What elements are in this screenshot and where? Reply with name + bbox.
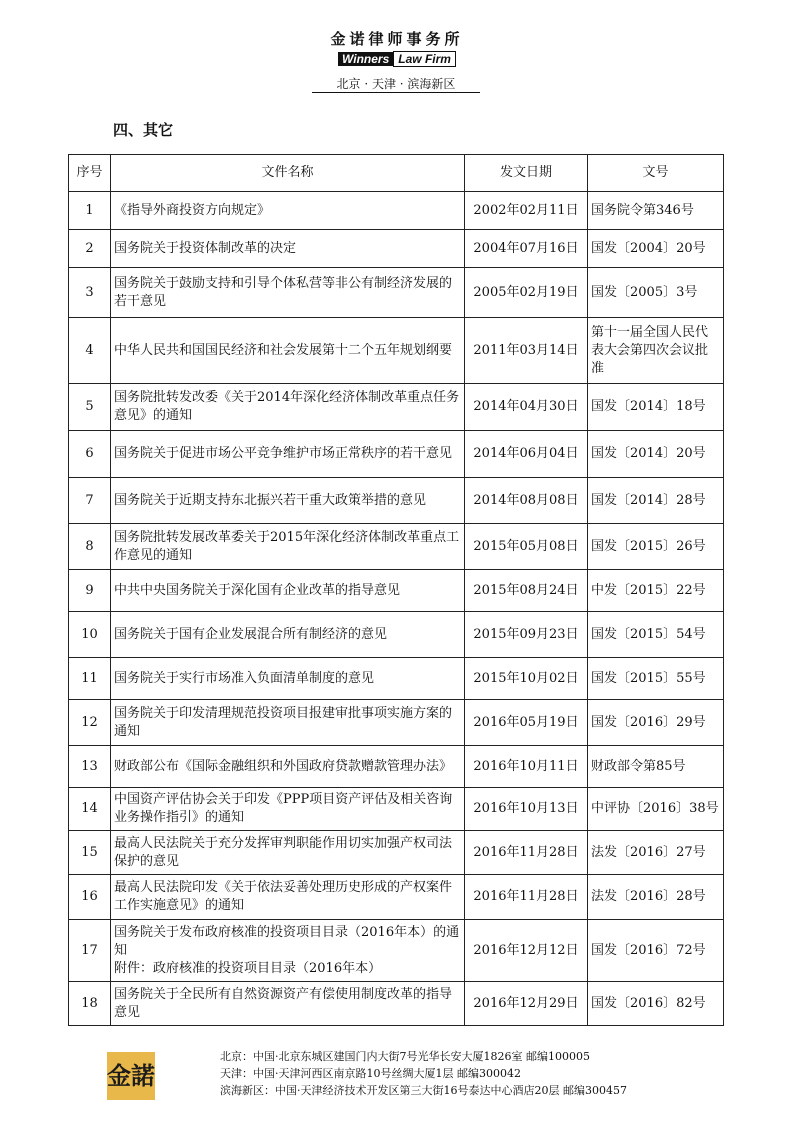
table-row [69, 384, 724, 431]
document-number: 财政部令第85号 [588, 746, 724, 788]
row-number: 3 [69, 268, 111, 318]
document-title: 国务院关于鼓励支持和引导个体私营等非公有制经济发展的若干意见 [111, 268, 465, 318]
row-number: 17 [69, 920, 111, 982]
table-row [69, 192, 724, 230]
issue-date: 2016年12月12日 [465, 920, 588, 982]
column-header-date: 发文日期 [465, 155, 588, 192]
row-number: 12 [69, 700, 111, 746]
document-title: 最高人民法院关于充分发挥审判职能作用切实加强产权司法保护的意见 [111, 831, 465, 875]
document-number: 国发〔2016〕72号 [588, 920, 724, 982]
document-number: 中发〔2015〕22号 [588, 570, 724, 612]
row-number: 5 [69, 384, 111, 431]
row-number: 10 [69, 612, 111, 658]
office-locations: 北京 · 天津 · 滨海新区 [312, 77, 480, 93]
issue-date: 2015年09月23日 [465, 612, 588, 658]
issue-date: 2005年02月19日 [465, 268, 588, 318]
issue-date: 2016年12月29日 [465, 982, 588, 1026]
row-number: 1 [69, 192, 111, 230]
document-title: 国务院关于近期支持东北振兴若干重大政策举措的意见 [111, 478, 465, 524]
document-number: 法发〔2016〕27号 [588, 831, 724, 875]
issue-date: 2015年05月08日 [465, 524, 588, 570]
row-number: 14 [69, 788, 111, 831]
issue-date: 2016年05月19日 [465, 700, 588, 746]
document-number: 国发〔2016〕29号 [588, 700, 724, 746]
row-number: 8 [69, 524, 111, 570]
document-title: 国务院关于发布政府核准的投资项目目录（2016年本）的通知 [114, 924, 460, 958]
table-row [69, 746, 724, 788]
document-title: 国务院关于国有企业发展混合所有制经济的意见 [111, 612, 465, 658]
document-number: 中评协〔2016〕38号 [588, 788, 724, 831]
document-number: 国发〔2015〕54号 [588, 612, 724, 658]
firm-name-english [338, 52, 456, 66]
document-title-cell [111, 920, 465, 982]
document-attachment: 附件：政府核准的投资项目目录（2016年本） [114, 960, 382, 976]
row-number: 6 [69, 431, 111, 478]
issue-date: 2016年11月28日 [465, 875, 588, 920]
document-title: 最高人民法院印发《关于依法妥善处理历史形成的产权案件工作实施意见》的通知 [111, 875, 465, 920]
footer-address-beijing: 北京：中国·北京东城区建国门内大街7号光华长安大厦1826室 邮编100005 [220, 1050, 590, 1063]
firm-logo-text: 金諾 [107, 1061, 155, 1090]
table-row [69, 700, 724, 746]
footer-addresses [220, 1048, 627, 1099]
document-title: 国务院关于实行市场准入负面清单制度的意见 [111, 658, 465, 700]
row-number: 18 [69, 982, 111, 1026]
section-title: 四、其它 [113, 121, 174, 139]
row-number: 4 [69, 318, 111, 384]
column-header-title: 文件名称 [111, 155, 465, 192]
table-row [69, 318, 724, 384]
table-row [69, 875, 724, 920]
document-number: 国务院令第346号 [588, 192, 724, 230]
document-number: 国发〔2014〕20号 [588, 431, 724, 478]
document-title: 国务院关于投资体制改革的决定 [111, 230, 465, 268]
issue-date: 2015年10月02日 [465, 658, 588, 700]
row-number: 16 [69, 875, 111, 920]
document-number: 国发〔2014〕18号 [588, 384, 724, 431]
footer-address-tianjin: 天津：中国·天津河西区南京路10号丝绸大厦1层 邮编300042 [220, 1067, 521, 1080]
table-body [69, 192, 724, 1026]
document-title: 国务院批转发展改革委关于2015年深化经济体制改革重点工作意见的通知 [111, 524, 465, 570]
table-row [69, 268, 724, 318]
table-row [69, 831, 724, 875]
issue-date: 2016年10月13日 [465, 788, 588, 831]
document-title: 中国资产评估协会关于印发《PPP项目资产评估及相关咨询业务操作指引》的通知 [111, 788, 465, 831]
table-row [69, 612, 724, 658]
issue-date: 2014年06月04日 [465, 431, 588, 478]
issue-date: 2011年03月14日 [465, 318, 588, 384]
table-row [69, 570, 724, 612]
column-header-number: 序号 [69, 155, 111, 192]
document-number: 国发〔2015〕26号 [588, 524, 724, 570]
issue-date: 2002年02月11日 [465, 192, 588, 230]
footer-address-binhai: 滨海新区：中国·天津经济技术开发区第三大街16号泰达中心酒店20层 邮编300457 [220, 1084, 627, 1097]
table-row [69, 658, 724, 700]
document-title: 中共中央国务院关于深化国有企业改革的指导意见 [111, 570, 465, 612]
document-title: 国务院关于印发清理规范投资项目报建审批事项实施方案的通知 [111, 700, 465, 746]
row-number: 15 [69, 831, 111, 875]
table-row [69, 920, 724, 982]
table-row [69, 524, 724, 570]
row-number: 11 [69, 658, 111, 700]
row-number: 2 [69, 230, 111, 268]
document-title: 国务院批转发改委《关于2014年深化经济体制改革重点任务意见》的通知 [111, 384, 465, 431]
document-number: 国发〔2004〕20号 [588, 230, 724, 268]
document-title: 《指导外商投资方向规定》 [111, 192, 465, 230]
row-number: 9 [69, 570, 111, 612]
issue-date: 2014年04月30日 [465, 384, 588, 431]
document-number: 法发〔2016〕28号 [588, 875, 724, 920]
document-number: 国发〔2015〕55号 [588, 658, 724, 700]
firm-name-chinese: 金诺律师事务所 [330, 30, 464, 48]
table-header-row [69, 155, 724, 192]
document-table [68, 154, 724, 1026]
firm-name-english-part1: Winners [338, 52, 393, 66]
issue-date: 2004年07月16日 [465, 230, 588, 268]
document-title: 中华人民共和国国民经济和社会发展第十二个五年规划纲要 [111, 318, 465, 384]
firm-logo [107, 1052, 155, 1100]
document-number: 国发〔2016〕82号 [588, 982, 724, 1026]
issue-date: 2016年10月11日 [465, 746, 588, 788]
column-header-doc-number: 文号 [588, 155, 724, 192]
table-row [69, 230, 724, 268]
document-number: 国发〔2005〕3号 [588, 268, 724, 318]
issue-date: 2016年11月28日 [465, 831, 588, 875]
table-row [69, 982, 724, 1026]
firm-name-english-part2: Law Firm [393, 51, 456, 67]
document-title: 财政部公布《国际金融组织和外国政府贷款赠款管理办法》 [111, 746, 465, 788]
document-number: 第十一届全国人民代表大会第四次会议批准 [588, 318, 724, 384]
row-number: 13 [69, 746, 111, 788]
row-number: 7 [69, 478, 111, 524]
issue-date: 2014年08月08日 [465, 478, 588, 524]
document-number: 国发〔2014〕28号 [588, 478, 724, 524]
issue-date: 2015年08月24日 [465, 570, 588, 612]
table-row [69, 478, 724, 524]
document-title: 国务院关于促进市场公平竞争维护市场正常秩序的若干意见 [111, 431, 465, 478]
table-row [69, 431, 724, 478]
document-title: 国务院关于全民所有自然资源资产有偿使用制度改革的指导意见 [111, 982, 465, 1026]
table-row [69, 788, 724, 831]
letterhead [0, 30, 794, 67]
